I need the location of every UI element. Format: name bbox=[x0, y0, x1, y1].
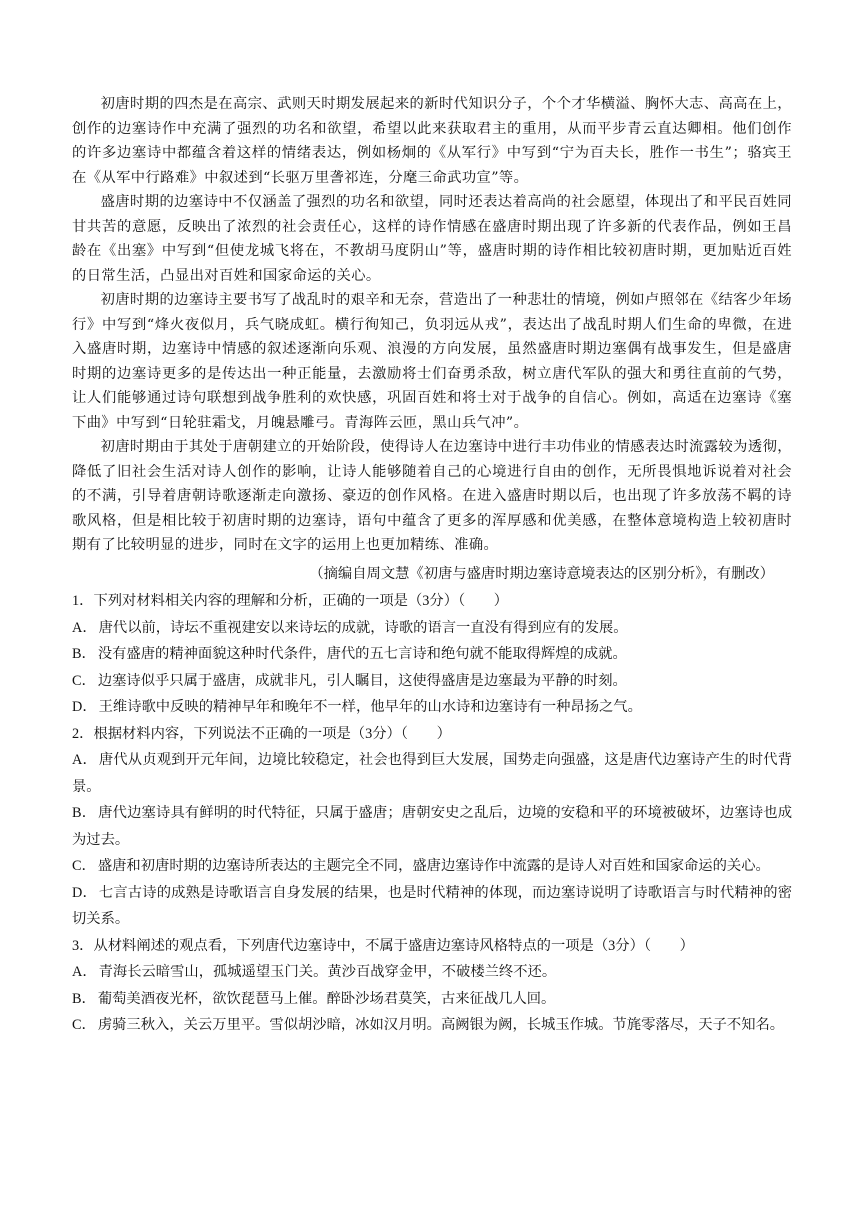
question-stem: 3．从材料阐述的观点看，下列唐代边塞诗中，不属于盛唐边塞诗风格特点的一项是（3分）（ ） bbox=[72, 937, 694, 954]
option-letter: B． bbox=[72, 990, 96, 1007]
document-page bbox=[72, 92, 792, 1039]
question-1 bbox=[72, 588, 792, 721]
option-text: 唐代边塞诗具有鲜明的时代特征，只属于盛唐；唐朝安史之乱后，边境的安稳和平的环境被破坏，边塞诗也成为过去。 bbox=[72, 805, 792, 848]
option-text: 王维诗歌中反映的精神早年和晚年不一样，他早年的山水诗和边塞诗有一种昂扬之气。 bbox=[98, 699, 642, 715]
option-letter: A． bbox=[72, 752, 97, 768]
question-2 bbox=[72, 721, 792, 933]
question-option bbox=[72, 853, 792, 880]
question-option bbox=[72, 641, 792, 668]
question-option bbox=[72, 986, 792, 1013]
option-text: 唐代以前，诗坛不重视建安以来诗坛的成就，诗歌的语言一直没有得到应有的发展。 bbox=[98, 619, 628, 636]
question-stem: 1．下列对材料相关内容的理解和分析，正确的一项是（3分）（ ） bbox=[72, 593, 509, 609]
option-text: 唐代从贞观到开元年间，边境比较稳定，社会也得到巨大发展，国势走向强盛，这是唐代边塞诗产生的时代背景。 bbox=[72, 752, 793, 795]
passage-source: （摘编自周文慧《初唐与盛唐时期边塞诗意境表达的区别分析》，有删改） bbox=[309, 565, 774, 582]
question-list bbox=[72, 588, 792, 1039]
option-letter: A． bbox=[72, 964, 97, 980]
option-letter: B． bbox=[72, 805, 97, 821]
option-text: 边塞诗似乎只属于盛唐，成就非凡，引人瞩目，这使得盛唐是边塞最为平静的时刻。 bbox=[97, 672, 627, 689]
passage-paragraph-4: 初唐时期由于其处于唐朝建立的开始阶段，使得诗人在边塞诗中进行丰功伟业的情感表达时流露较为透彻，降低了旧社会生活对诗人创作的影响，让诗人能够随着自己的心境进行自由的创作，无所畏惧地诉说着对社会的不满，引导着唐朝诗歌逐渐走向激扬、豪迈的创作风格。在进入盛唐时期以后，也出现了许多放荡不羁的诗歌风格，但是相比较于初唐时期的边塞诗，语句中蕴含了更多的浑厚感和优美感，在整体意境构造上较初唐时期有了比较明显的进步，同时在文字的运用上也更加精练、准确。 bbox=[72, 439, 792, 553]
question-option bbox=[72, 615, 792, 642]
question-3 bbox=[72, 933, 792, 1039]
option-text: 没有盛唐的精神面貌这种时代条件，唐代的五七言诗和绝句就不能取得辉煌的成就。 bbox=[97, 646, 627, 662]
question-option bbox=[72, 800, 792, 853]
question-option bbox=[72, 747, 792, 800]
question-option bbox=[72, 959, 792, 986]
option-letter: A． bbox=[72, 619, 97, 636]
option-letter: D． bbox=[72, 699, 97, 715]
question-stem: 2．根据材料内容，下列说法不正确的一项是（3分）（ ） bbox=[72, 725, 451, 742]
passage-paragraph-2: 盛唐时期的边塞诗中不仅涵盖了强烈的功名和欲望，同时还表达着高尚的社会愿望，体现出了和平民百姓同甘共苦的意愿，反映出了浓烈的社会责任心，这样的诗作情感在盛唐时期出现了许多新的代表作品，例如王昌龄在《出塞》中写到“但使龙城飞将在，不教胡马度阴山”等，盛唐时期的诗作相比较初唐时期，更加贴近百姓的日常生活，凸显出对百姓和国家命运的关心。 bbox=[72, 194, 792, 284]
passage-paragraph-3: 初唐时期的边塞诗主要书写了战乱时的艰辛和无奈，营造出了一种悲壮的情境，例如卢照邻在《结客少年场行》中写到“烽火夜似月，兵气晓成虹。横行徇知己，负羽远从戎”，表达出了战乱时期人们生命的卑微，在进入盛唐时期，边塞诗中情感的叙述逐渐向乐观、浪漫的方向发展，虽然盛唐时期边塞偶有战事发生，但是盛唐时期的边塞诗更多的是传达出一种正能量，去激励将士们奋勇杀敌，树立唐代军队的强大和勇往直前的气势，让人们能够通过诗句联想到战争胜利的欢快感，巩固百姓和将士对于战争的自信心。例如，高适在边塞诗《塞下曲》中写到“日轮驻霜戈，月魄悬雕弓。青海阵云匝，黑山兵气冲”。 bbox=[72, 292, 792, 431]
option-text: 盛唐和初唐时期的边塞诗所表达的主题完全不同，盛唐边塞诗作中流露的是诗人对百姓和国家命运的关心。 bbox=[97, 858, 770, 874]
option-text: 葡萄美酒夜光杯，欲饮琵琶马上催。醉卧沙场君莫笑，古来征战几人回。 bbox=[97, 990, 556, 1007]
option-letter: B． bbox=[72, 646, 96, 662]
option-letter: C． bbox=[72, 1017, 96, 1033]
option-letter: C． bbox=[72, 672, 96, 689]
question-option bbox=[72, 1012, 792, 1039]
question-option bbox=[72, 880, 792, 933]
option-letter: C． bbox=[72, 858, 96, 874]
option-text: 虏骑三秋入，关云万里平。雪似胡沙暗，冰如汉月明。高阙银为阙，长城玉作城。节旄零落尽，天子不知名。 bbox=[97, 1017, 785, 1033]
option-letter: D． bbox=[72, 884, 97, 901]
reading-passage bbox=[72, 92, 792, 586]
question-option bbox=[72, 694, 792, 721]
question-option bbox=[72, 668, 792, 695]
option-text: 青海长云暗雪山，孤城遥望玉门关。黄沙百战穿金甲，不破楼兰终不还。 bbox=[98, 964, 557, 980]
passage-paragraph-1: 初唐时期的四杰是在高宗、武则天时期发展起来的新时代知识分子，个个才华横溢、胸怀大志、高高在上，创作的边塞诗作中充满了强烈的功名和欲望，希望以此来获取君主的重用，从而平步青云直达卿相。他们创作的许多边塞诗中都蕴含着这样的情绪表达，例如杨炯的《从军行》中写到“宁为百夫长，胜作一书生”；骆宾王在《从军中行路难》中叙述到“长驱万里詟祁连，分麾三命武功宣”等。 bbox=[72, 96, 792, 186]
option-text: 七言古诗的成熟是诗歌语言自身发展的结果，也是时代精神的体现，而边塞诗说明了诗歌语言与时代精神的密切关系。 bbox=[72, 884, 793, 927]
